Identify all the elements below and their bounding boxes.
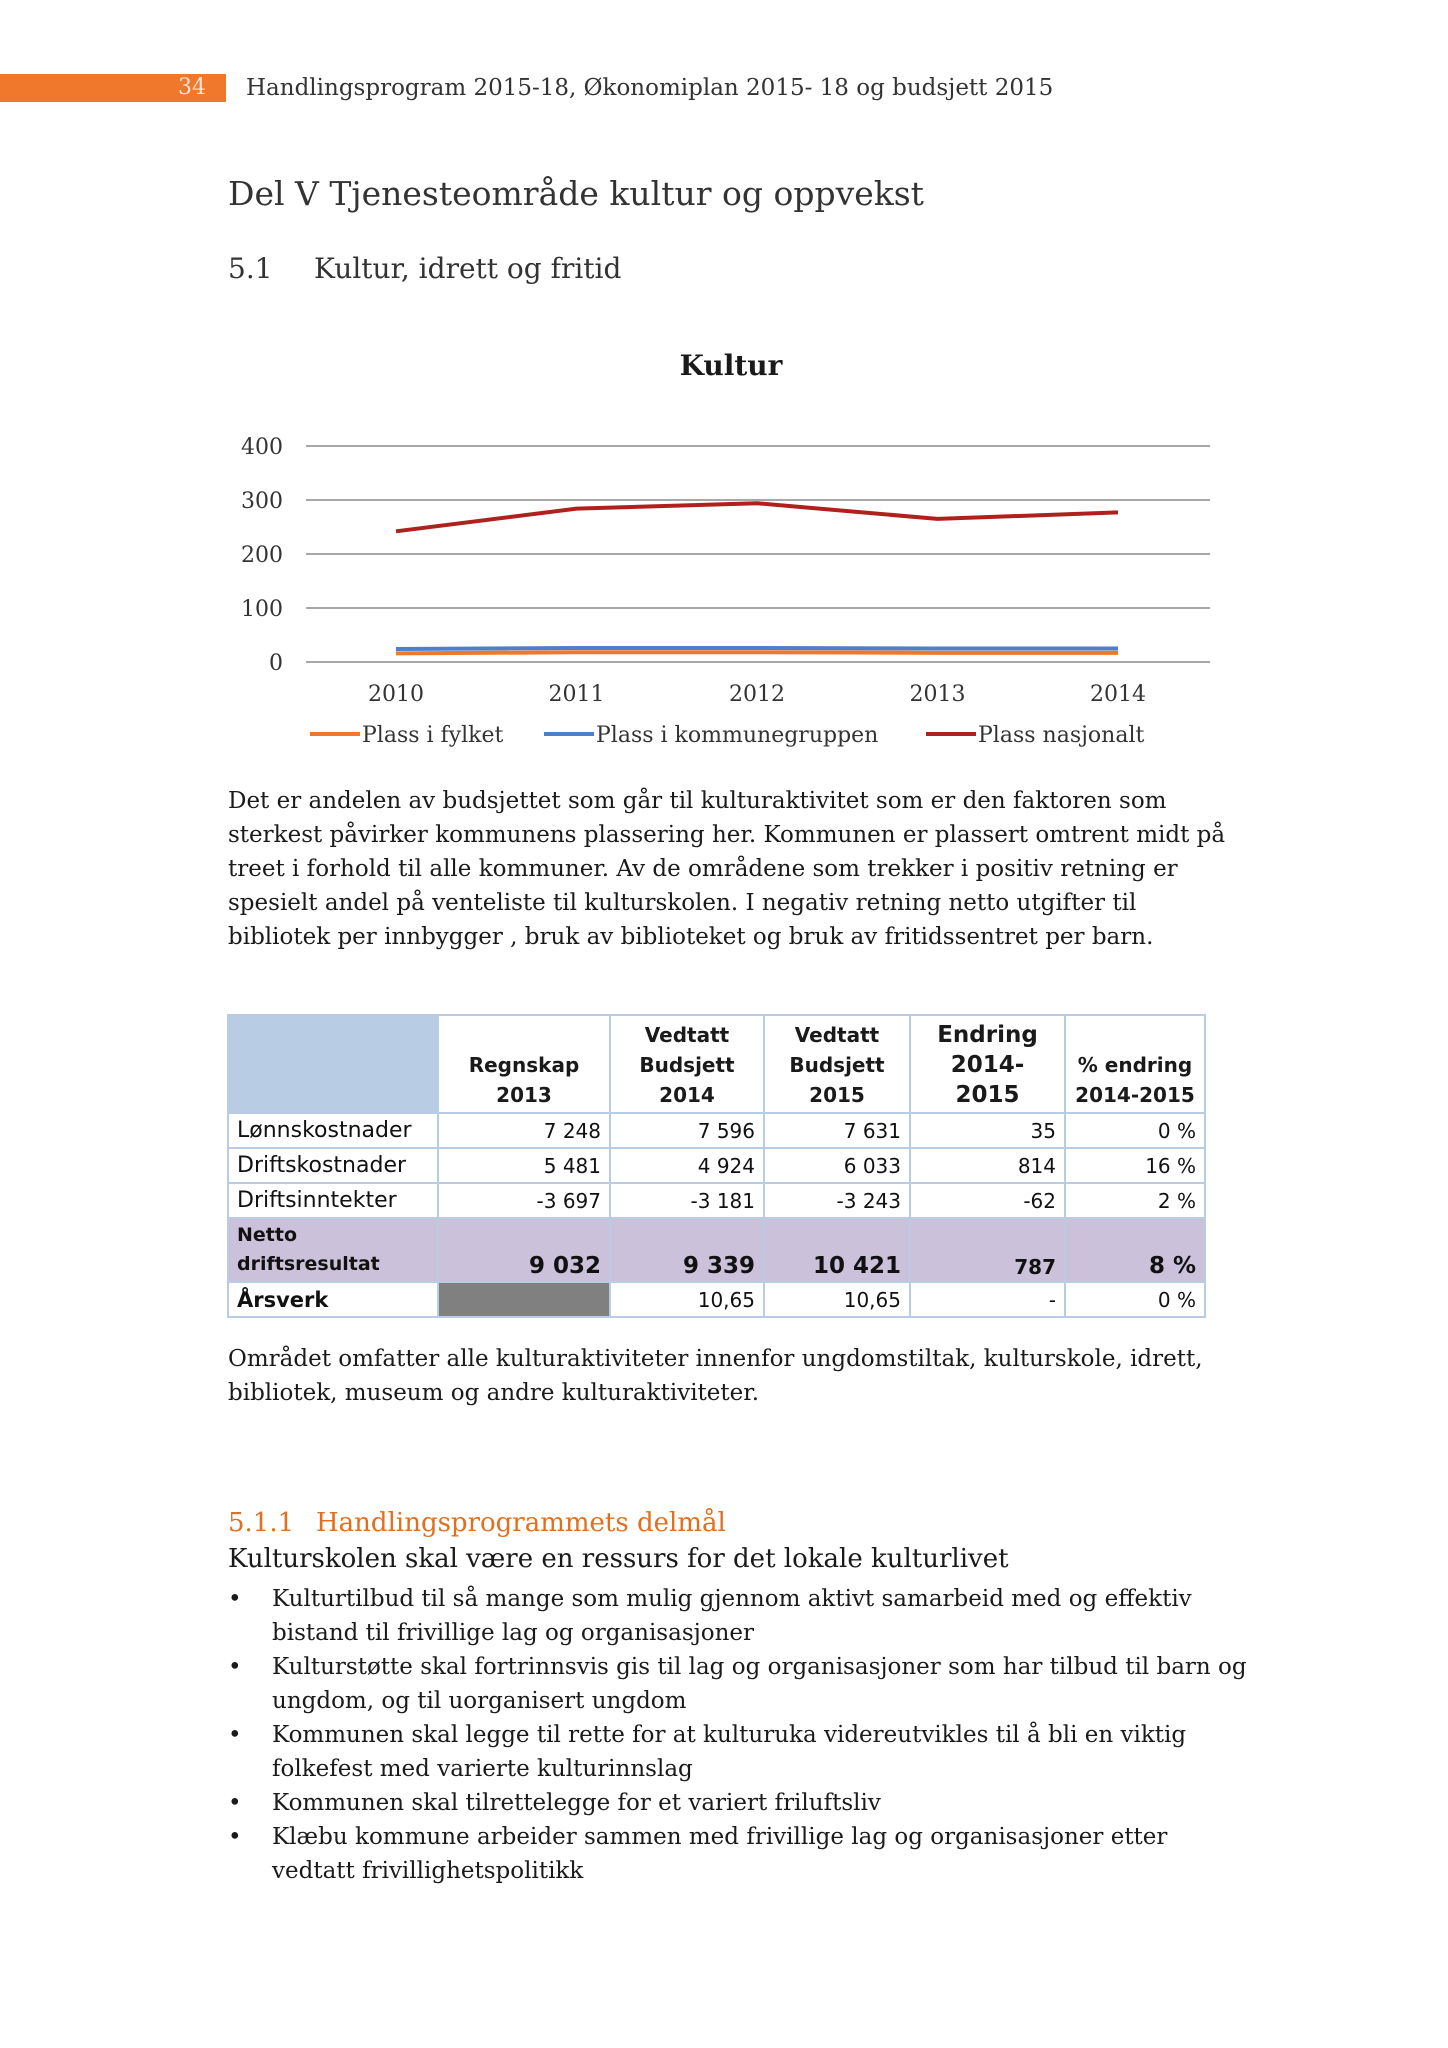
cell-endring: -62 xyxy=(910,1183,1065,1218)
scope-paragraph: Området omfatter alle kulturaktiviteter innenfor ungdomstiltak, kulturskole, idrett, bibliotek, museum og andre kulturaktiviteter. xyxy=(228,1346,1203,1406)
header-endring: Endring 2014-2015 xyxy=(910,1015,1065,1113)
legend-label: Plass nasjonalt xyxy=(978,723,1145,748)
list-item: • Kulturtilbud til så mange som mulig gjennom aktivt samarbeid med og effektiv bistand til frivillige lag og organisasjoner xyxy=(228,1582,1248,1650)
row-label: Netto driftsresultat xyxy=(228,1218,438,1282)
cell-budsjett-2014: -3 181 xyxy=(610,1183,764,1218)
x-tick-label: 2010 xyxy=(368,682,424,707)
cell-regnskap: -3 697 xyxy=(438,1183,610,1218)
header-vedtatt-budsjett-2015: Vedtatt Budsjett 2015 xyxy=(764,1015,910,1113)
chart-y-tick-labels xyxy=(241,435,283,676)
y-tick-label: 300 xyxy=(241,489,283,514)
header-regnskap-2013: Regnskap 2013 xyxy=(438,1015,610,1113)
x-tick-label: 2011 xyxy=(548,682,605,707)
table-row xyxy=(228,1148,1205,1183)
table-row xyxy=(228,1183,1205,1218)
bullet-icon: • xyxy=(228,1654,242,1680)
cell-regnskap: 7 248 xyxy=(438,1113,610,1148)
section-title: Kultur, idrett og fritid xyxy=(314,252,622,285)
header-blank-cell xyxy=(228,1015,438,1113)
series-line-1 xyxy=(396,648,1118,649)
y-tick-label: 0 xyxy=(269,651,283,676)
running-title: Handlingsprogram 2015-18, Økonomiplan 2015- 18 og budsjett 2015 xyxy=(246,75,1054,101)
part-heading: Del V Tjenesteområde kultur og oppvekst xyxy=(228,174,924,213)
cell-pct-endring: 8 % xyxy=(1065,1218,1205,1282)
row-label: Driftskostnader xyxy=(228,1148,438,1183)
y-tick-label: 200 xyxy=(241,543,283,568)
cell-endring: 814 xyxy=(910,1148,1065,1183)
cell-budsjett-2015: 7 631 xyxy=(764,1113,910,1148)
cell-budsjett-2014: 4 924 xyxy=(610,1148,764,1183)
subsection-number: 5.1.1 xyxy=(228,1508,295,1538)
row-label: Driftsinntekter xyxy=(228,1183,438,1218)
list-item: • Klæbu kommune arbeider sammen med frivillige lag og organisasjoner etter vedtatt frivillighetspolitikk xyxy=(228,1820,1248,1888)
goal-list xyxy=(228,1582,1248,1888)
cell-budsjett-2015: -3 243 xyxy=(764,1183,910,1218)
list-item: • Kulturstøtte skal fortrinnsvis gis til lag og organisasjoner som har tilbud til barn og ungdom, og til uorganisert ungdom xyxy=(228,1650,1248,1718)
row-label: Lønnskostnader xyxy=(228,1113,438,1148)
cell-regnskap: 5 481 xyxy=(438,1148,610,1183)
cell-budsjett-2014: 9 339 xyxy=(610,1218,764,1282)
chart-gridlines xyxy=(306,446,1210,662)
table-row xyxy=(228,1113,1205,1148)
y-tick-label: 100 xyxy=(241,597,283,622)
section-number: 5.1 xyxy=(228,252,273,285)
cell-pct-endring: 2 % xyxy=(1065,1183,1205,1218)
bullet-icon: • xyxy=(228,1790,242,1816)
chart-series-lines xyxy=(396,503,1118,653)
chart-title: Kultur xyxy=(679,349,783,382)
header-vedtatt-budsjett-2014: Vedtatt Budsjett 2014 xyxy=(610,1015,764,1113)
x-tick-label: 2014 xyxy=(1090,682,1146,707)
legend-label: Plass i fylket xyxy=(362,723,504,748)
list-item: • Kommunen skal tilrettelegge for et variert friluftsliv xyxy=(228,1786,1248,1820)
cell-pct-endring: 16 % xyxy=(1065,1148,1205,1183)
subsection-heading xyxy=(228,1508,726,1538)
cell-endring: - xyxy=(910,1282,1065,1317)
cell-pct-endring: 0 % xyxy=(1065,1113,1205,1148)
subsection-title: Handlingsprogrammets delmål xyxy=(316,1508,726,1538)
cell-endring: 35 xyxy=(910,1113,1065,1148)
header-pct-endring: % endring 2014-2015 xyxy=(1065,1015,1205,1113)
page-number: 34 xyxy=(178,75,206,100)
cell-budsjett-2015: 10,65 xyxy=(764,1282,910,1317)
cell-budsjett-2015: 6 033 xyxy=(764,1148,910,1183)
kultur-line-chart xyxy=(228,330,1228,770)
cell-pct-endring: 0 % xyxy=(1065,1282,1205,1317)
cell-endring: 787 xyxy=(910,1218,1065,1282)
table-row-netto-driftsresultat xyxy=(228,1218,1205,1282)
table-header-row xyxy=(228,1015,1205,1113)
goal-title: Kulturskolen skal være en ressurs for det lokale kulturlivet xyxy=(228,1544,1009,1574)
series-line-0 xyxy=(396,652,1118,653)
x-tick-label: 2012 xyxy=(729,682,785,707)
cell-budsjett-2014: 10,65 xyxy=(610,1282,764,1317)
section-heading xyxy=(228,252,621,285)
series-line-2 xyxy=(396,503,1118,531)
table-row-aarsverk xyxy=(228,1282,1205,1317)
row-label: Årsverk xyxy=(228,1282,438,1317)
budget-table xyxy=(227,1014,1206,1318)
bullet-icon: • xyxy=(228,1824,242,1850)
chart-legend xyxy=(310,723,1144,748)
bullet-icon: • xyxy=(228,1722,242,1748)
cell-regnskap-empty xyxy=(438,1282,610,1317)
legend-label: Plass i kommunegruppen xyxy=(596,723,879,748)
chart-x-tick-labels xyxy=(368,682,1146,707)
list-item: • Kommunen skal legge til rette for at kulturuka videreutvikles til å bli en viktig folkefest med varierte kulturinnslag xyxy=(228,1718,1248,1786)
bullet-icon: • xyxy=(228,1586,242,1612)
cell-budsjett-2014: 7 596 xyxy=(610,1113,764,1148)
cell-regnskap: 9 032 xyxy=(438,1218,610,1282)
chart-commentary: Det er andelen av budsjettet som går til kulturaktivitet som er den faktoren som sterkest påvirker kommunens plassering her. Kommunen er plassert omtrent midt på treet i forhold til alle kommuner. Av de områdene som trekker i positiv retning er spesielt andel på venteliste til kulturskolen. I negativ retning netto utgifter til bibliotek per innbygger , bruk av biblioteket og bruk av fritidssentret per barn. xyxy=(228,788,1226,950)
cell-budsjett-2015: 10 421 xyxy=(764,1218,910,1282)
x-tick-label: 2013 xyxy=(909,682,966,707)
y-tick-label: 400 xyxy=(241,435,283,460)
